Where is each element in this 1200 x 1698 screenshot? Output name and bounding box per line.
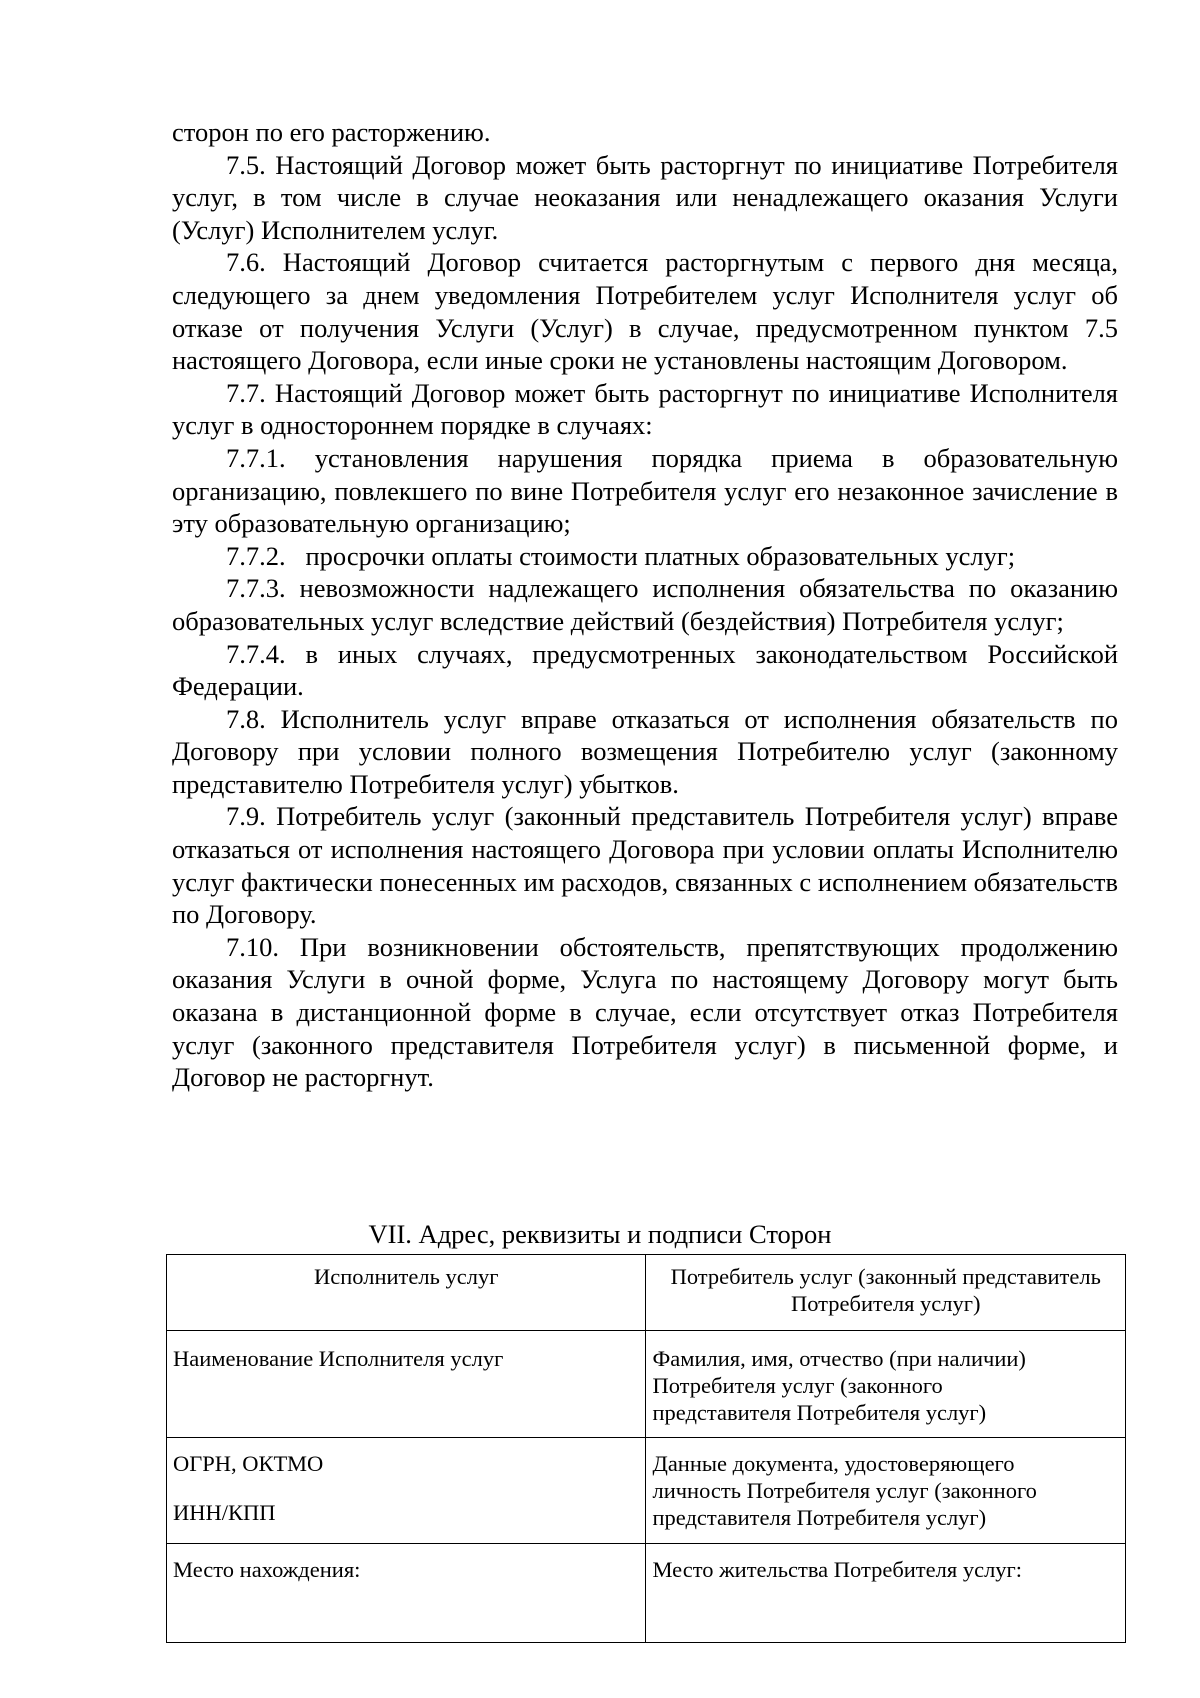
table-row [167,1331,1126,1438]
cell-inn-kpp: ИНН/КПП [173,1500,276,1525]
paragraph-7-8: 7.8. Исполнитель услуг вправе отказаться от исполнения обязательств по Договору при условии полного возмещения Потребителю услуг (законному представителю Потребителя услуг) убытков. [172,703,1118,799]
paragraph-continuation: сторон по его расторжению. [172,117,491,147]
requisites-table [166,1254,1126,1643]
cell-executor-location: Место нахождения: [167,1544,646,1643]
paragraph-7-7-4: 7.7.4. в иных случаях, предусмотренных законодательством Российской Федерации. [172,638,1118,702]
header-cell-consumer: Потребитель услуг (законный представитель Потребителя услуг) [646,1255,1126,1331]
cell-ogrn-oktmo: ОГРН, ОКТМО [173,1451,324,1476]
paragraph-7-9: 7.9. Потребитель услуг (законный представитель Потребителя услуг) вправе отказаться от исполнения настоящего Договора при условии оплаты Исполнителю услуг фактически понесенных им расходов, связанных с исполнением обязательств по Договору. [172,801,1118,930]
cell-executor-ids [167,1438,646,1544]
paragraph-7-7-2: 7.7.2. просрочки оплаты стоимости платных образовательных услуг; [226,540,1016,571]
table-row [167,1544,1126,1643]
cell-executor-name: Наименование Исполнителя услуг [167,1331,646,1438]
cell-text-line: Потребителя услуг (законного [652,1373,943,1398]
cell-text-line: Данные документа, удостоверяющего [652,1451,1015,1476]
paragraph-7-7-3: 7.7.3. невозможности надлежащего исполнения обязательства по оказанию образовательных услуг вследствие действий (бездействия) Потребителя услуг; [172,573,1118,636]
section-title: VII. Адрес, реквизиты и подписи Сторон [368,1219,832,1249]
table-row [167,1438,1126,1544]
cell-consumer-id-document [646,1438,1126,1544]
paragraph-7-5: 7.5. Настоящий Договор может быть расторгнут по инициативе Потребителя услуг, в том числе в случае неоказания или ненадлежащего оказания Услуги (Услуг) Исполнителем услуг. [172,149,1118,245]
cell-consumer-fullname [646,1331,1126,1438]
paragraph-7-7-1: 7.7.1. установления нарушения порядка приема в образовательную организацию, повлекшего по вине Потребителя услуг его незаконное зачисление в эту образовательную организацию; [172,442,1118,539]
cell-text-line: представителя Потребителя услуг) [652,1400,987,1425]
header-cell-executor: Исполнитель услуг [167,1255,646,1331]
cell-text-line: Фамилия, имя, отчество (при наличии) [652,1346,1026,1371]
cell-text-line: представителя Потребителя услуг) [652,1505,987,1530]
paragraph-7-6: 7.6. Настоящий Договор считается расторгнутым с первого дня месяца, следующего за днем уведомления Потребителем услуг Исполнителя услуг об отказе от получения Услуги (Услуг) в случае, предусмотренном пунктом 7.5 настоящего Договора, если иные сроки не установлены настоящим Договором. [172,247,1118,376]
table-row [167,1255,1126,1331]
cell-text-line: личность Потребителя услуг (законного [652,1478,1037,1503]
paragraph-7-7: 7.7. Настоящий Договор может быть расторгнут по инициативе Исполнителя услуг в одностороннем порядке в случаях: [172,377,1118,441]
contract-text-body [172,116,1118,1094]
paragraph-7-10: 7.10. При возникновении обстоятельств, препятствующих продолжению оказания Услуги в очной форме, Услуга по настоящему Договору могут быть оказана в дистанционной форме в случае, если отсутствует отказ Потребителя услуг (законного представителя Потребителя услуг) в письменной форме, и Договор не расторгнут. [172,931,1118,1093]
cell-consumer-residence: Место жительства Потребителя услуг: [646,1544,1126,1643]
